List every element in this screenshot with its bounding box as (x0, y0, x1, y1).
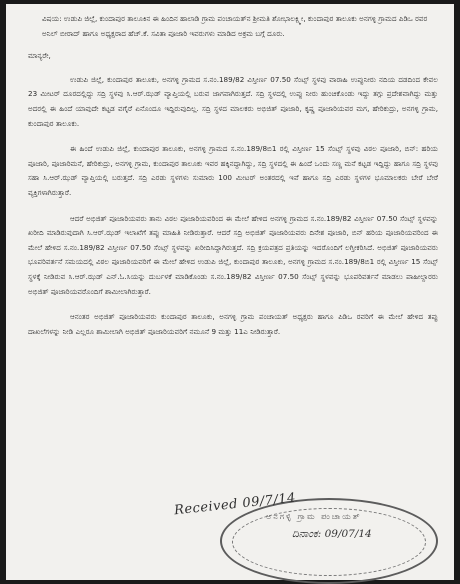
letter-paragraph: ಉಡುಪಿ ಜಿಲ್ಲೆ, ಕುಂದಾಪುರ ತಾಲೂಕು, ಅನಗಳ್ಳಿ ಗ್ರಾಮದ ಸ.ನಂ.189/82 ವಿಸ್ತೀರ್ಣ 07.50 ಸೆಂಟ್ಸ್ ಸ್ಥಳವು ವಾರಾಹಿ ಉಪ್ಪುನೀರು ನದಿಯ ದಡದಿಂದ ಕೇವಲ 23 ಮೀಟರ್ ದೂರದಲ್ಲಿದ್ದು ಸದ್ರಿ ಸ್ಥಳವು ಸಿ.ಆರ್.ಝಡ್ ವ್ಯಾಪ್ತಿಯಲ್ಲಿ ಬರುವ ಜಾಗವಾಗಿರುತ್ತದೆ. ಸದ್ರಿ ಸ್ಥಳದಲ್ಲಿ ಉಪ್ಪು ನೀರು ಹುಂಚಿಕೊಂಡು ಇದ್ದು ತಗ್ಗು ಪ್ರದೇಶವಾಗಿದ್ದು ಮತ್ತು ಅದರಲ್ಲಿ ಈ ಹಿಂದೆ ಯಾವುದೇ ಕಟ್ಟಡ ವಗೈರೆ ಏನೊಂದೂ ಇದ್ದಿರುವುದಿಲ್ಲ. ಸದ್ರಿ ಸ್ಥಳದ ಮಾಲಕರು ಅಭಿಜಿತ್ ಪೂಜಾರಿ, ಕೃಷ್ಣ ಪೂಜಾರಿಯವರ ಮಗ, ಹೇರಿಕುದ್ರು, ಅನಗಳ್ಳಿ ಗ್ರಾಮ, ಕುಂದಾಪುರ ತಾಲೂಕು. (28, 74, 438, 128)
stamp-top-text: ಅನಗಳ್ಳಿ ಗ್ರಾಮ ಪಂಚಾಯತ್ (266, 512, 362, 521)
letter-salutation: ಮಾನ್ಯರೇ, (28, 51, 51, 61)
letter-subject: ವಿಷಯ: ಉಡುಪಿ ಜಿಲ್ಲೆ, ಕುಂದಾಪುರ ತಾಲೂಕಿನ ಈ ಹಿಂದಿನ ಹಾಲಾಡಿ ಗ್ರಾಮ ಪಂಚಾಯತ್‌ನ ಶ್ರೀಮತಿ ಶೋಭಾಲಕ್ಷ್ಮೀ, ಕುಂದಾಪುರ ತಾಲೂಕು ಅನಗಳ್ಳಿ ಗ್ರಾಮದ ಪಿಡಿಒ ರವರ ಅನಿಲ್ ಬೀರಾದ್ ಹಾಗೂ ಅಧ್ಯಕ್ಷರಾದ ಹೆಚ್.ಕೆ. ಸವಿತಾ ಪೂಜಾರಿ ಇವರುಗಳು ಮಾಡಿದ ಅಕ್ರಮ ಬಗ್ಗೆ ದೂರು. (42, 14, 428, 38)
office-stamp (220, 498, 438, 584)
letter-paragraph: ಈ ಹಿಂದೆ ಉಡುಪಿ ಜಿಲ್ಲೆ, ಕುಂದಾಪುರ ತಾಲೂಕು, ಅನಗಳ್ಳಿ ಗ್ರಾಮದ ಸ.ನಂ.189/8ಬಿ1 ರಲ್ಲಿ ವಿಸ್ತೀರ್ಣ 15 ಸೆಂಟ್ಸ್ ಸ್ಥಳವು ವಿಠಲ ಪೂಜಾರಿ, ಬಿನ್: ಹರಿಯ ಪೂಜಾರಿ, ಪೂಜಾರಿಮನೆ, ಹೇರಿಕುದ್ರು, ಅನಗಳ್ಳಿ ಗ್ರಾಮ, ಕುಂದಾಪುರ ತಾಲೂಕು ಇವರ ಹಕ್ಕಿನದ್ದಾಗಿದ್ದು, ಸದ್ರಿ ಸ್ಥಳದಲ್ಲಿ ಈ ಹಿಂದೆ ಒಂದು ಸಣ್ಣ ಮನೆ ಕಟ್ಟಡ ಇದ್ದಿದ್ದು ಹಾಗೂ ಸದ್ರಿ ಸ್ಥಳವು ಸಹಾ ಸಿ.ಆರ್.ಝಡ್ ವ್ಯಾಪ್ತಿಯಲ್ಲಿ ಬರುತ್ತದೆ. ಸದ್ರಿ ಎರಡು ಸ್ಥಳಗಳು ಸುಮಾರು 100 ಮೀಟರ್ ಅಂತರದಲ್ಲಿ ಇವೆ ಹಾಗೂ ಸದ್ರಿ ಎರಡು ಸ್ಥಳಗಳ ಭೂಮಾಲಕರು ಬೇರೆ ಬೇರೆ ವ್ಯಕ್ತಿಗಳಾಗಿರುತ್ತಾರೆ. (28, 144, 438, 197)
letter-paragraph: ಆನಂತರ ಅಭಿಜಿತ್ ಪೂಜಾರಿಯವರು ಕುಂದಾಪುರ ತಾಲೂಕು, ಅನಗಳ್ಳಿ ಗ್ರಾಮ ಪಂಚಾಯತ್ ಅಧ್ಯಕ್ಷರು ಹಾಗೂ ಪಿಡಿಒ ರವರಿಗೆ ಈ ಮೇಲೆ ಹೇಳಿದ ತಪ್ಪು ದಾಖಲೆಗಳನ್ನು ನೀಡಿ ಎಲ್ಲರೂ ಶಾಮೀಲಾಗಿ ಅಭಿಜಿತ್ ಪೂಜಾರಿಯವರಿಗೆ ನಮೂನೆ 9 ಮತ್ತು 11ಎ ನೀಡಿರುತ್ತಾರೆ. (28, 312, 438, 336)
stamp-date: ದಿನಾಂಕ: 09/07/14 (292, 528, 372, 540)
handwritten-signature: Received 09/7/14 (173, 490, 297, 519)
letter-paragraph: ಆದರೆ ಅಭಿಜಿತ್ ಪೂಜಾರಿಯವರು ತಾನು ವಿಠಲ ಪೂಜಾರಿಯವರಿಂದ ಈ ಮೇಲೆ ಹೇಳಿದ ಅನಗಳ್ಳಿ ಗ್ರಾಮದ ಸ.ನಂ.189/82 ವಿಸ್ತೀರ್ಣ 07.50 ಸೆಂಟ್ಸ್ ಸ್ಥಳವನ್ನು ಖರೀದಿ ಮಾಡಿರುವುದಾಗಿ ಸಿ.ಆರ್.ಝಡ್ ಇಲಾಖೆಗೆ ತಪ್ಪು ಮಾಹಿತಿ ನೀಡಿರುತ್ತಾರೆ. ಆದರೆ ಸದ್ರಿ ಅಭಿಜಿತ್ ಪೂಜಾರಿಯವರು ದಿನೇಶ ಪೂಜಾರಿ, ಬಿನ್ ಹರಿಯ ಪೂಜಾರಿಯವರಿಂದ ಈ ಮೇಲೆ ಹೇಳಿದ ಸ.ನಂ.189/82 ವಿಸ್ತೀರ್ಣ 07.50 ಸೆಂಟ್ಸ್ ಸ್ಥಳವನ್ನು ಖರೀದಿಸಿದ್ದಾಗಿರುತ್ತದೆ. ಸದ್ರಿ ಕ್ರಯಪತ್ರದ ಪ್ರತಿಯನ್ನು ಇದರೊಂದಿಗೆ ಲಗ್ತೀಕರಿಸಿದೆ. ಅಭಿಜಿತ್ ಪೂಜಾರಿಯವರು ಭೂಪರಿವರ್ತನೆ ಸಮಯದಲ್ಲಿ ವಿಠಲ ಪೂಜಾರಿಯವರಿಗೆ ಈ ಮೇಲೆ ಹೇಳಿದ ಉಡುಪಿ ಜಿಲ್ಲೆ, ಕುಂದಾಪುರ ತಾಲೂಕು, ಅನಗಳ್ಳಿ ಗ್ರಾಮದ ಸ.ನಂ.189/8ಬಿ1 ರಲ್ಲಿ ವಿಸ್ತೀರ್ಣ 15 ಸೆಂಟ್ಸ್ ಸ್ಥಳಕ್ಕೆ ನೀಡಿರುವ ಸಿ.ಆರ್.ಝಡ್ ಎನ್.ಓ.ಸಿಯನ್ನು ದುರ್ಬಳಕೆ ಮಾಡಿಕೊಂಡು ಸ.ನಂ.189/82 ವಿಸ್ತೀರ್ಣ 07.50 ಸೆಂಟ್ಸ್ ಸ್ಥಳವನ್ನು ಭೂಪರಿವರ್ತನೆ ಮಾಡಲು ಪಾಹೀಲ್ದಾರರು ಅಭಿಜಿತ್ ಪೂಜಾರಿಯವರೊಂದಿಗೆ ಶಾಮೀಲಾಗಿರುತ್ತಾರೆ. (28, 213, 438, 296)
letter-page (6, 4, 454, 580)
